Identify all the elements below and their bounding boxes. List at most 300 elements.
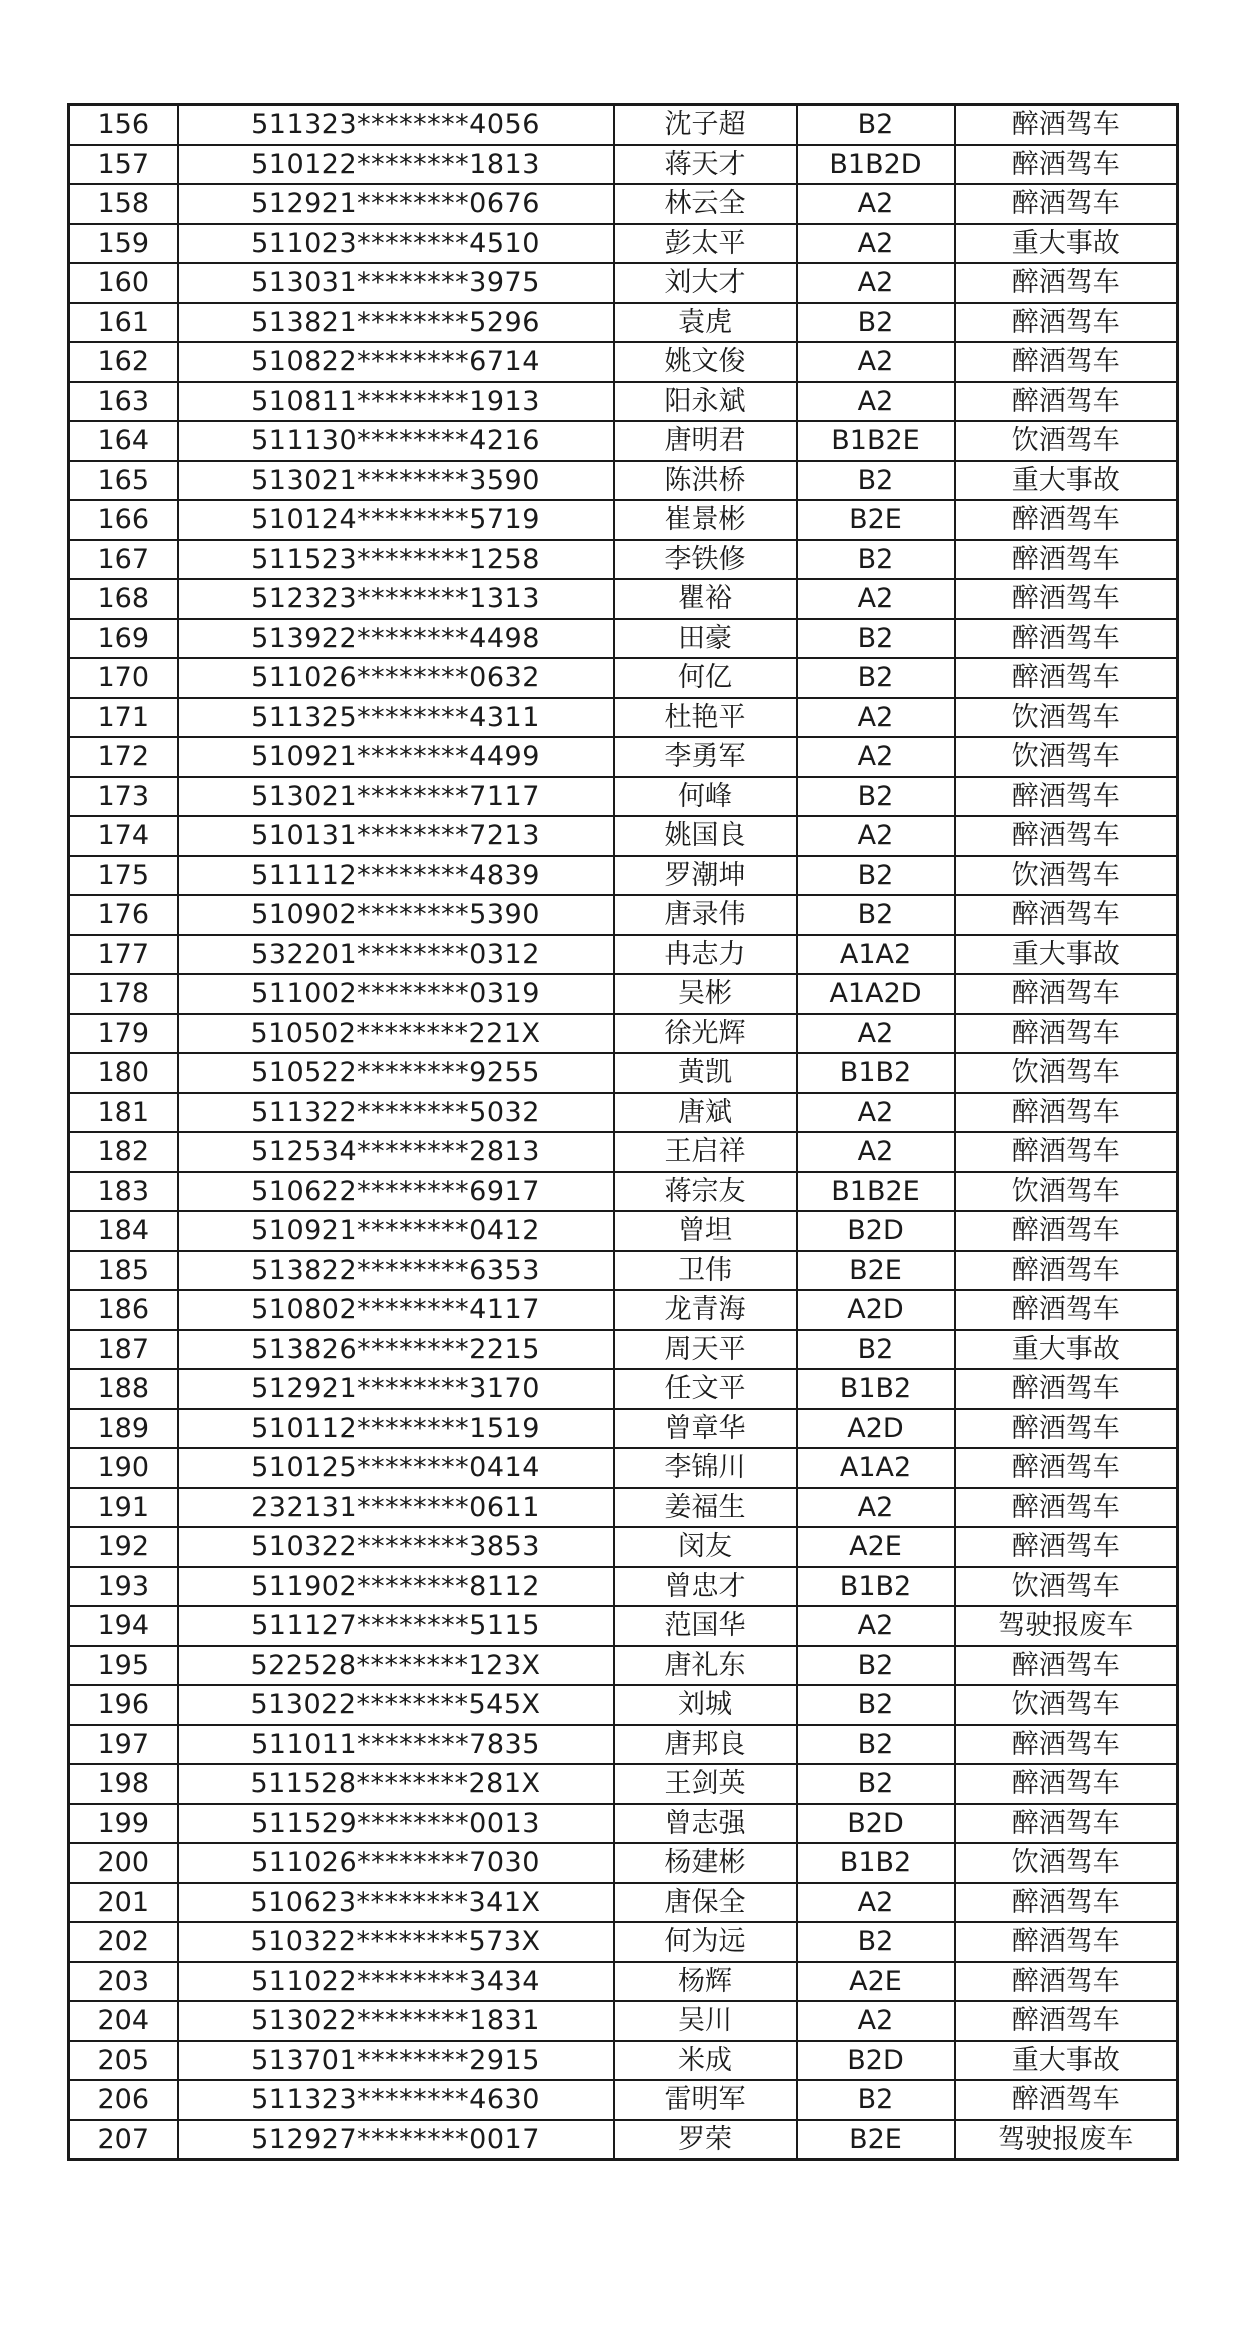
license-class-cell: A2D	[797, 1290, 955, 1330]
license-class-cell: A1A2	[797, 935, 955, 975]
violation-reason-cell: 醉酒驾车	[955, 1883, 1178, 1923]
person-name-cell: 沈子超	[614, 105, 797, 145]
id-number-cell: 512927********0017	[178, 2120, 614, 2160]
id-number-cell: 513031********3975	[178, 263, 614, 303]
violation-reason-cell: 醉酒驾车	[955, 2001, 1178, 2041]
row-number-cell: 202	[69, 1922, 178, 1962]
person-name-cell: 王剑英	[614, 1764, 797, 1804]
id-number-cell: 522528********123X	[178, 1646, 614, 1686]
id-number-cell: 510802********4117	[178, 1290, 614, 1330]
license-class-cell: A2	[797, 737, 955, 777]
license-class-cell: A2	[797, 342, 955, 382]
row-number-cell: 181	[69, 1093, 178, 1133]
row-number-cell: 190	[69, 1448, 178, 1488]
violation-reason-cell: 醉酒驾车	[955, 1725, 1178, 1765]
license-class-cell: B2	[797, 1725, 955, 1765]
license-class-cell: A2E	[797, 1527, 955, 1567]
id-number-cell: 510902********5390	[178, 895, 614, 935]
license-class-cell: B1B2E	[797, 1172, 955, 1212]
license-class-cell: B2E	[797, 1251, 955, 1291]
id-number-cell: 511902********8112	[178, 1567, 614, 1607]
license-class-cell: B2	[797, 856, 955, 896]
id-number-cell: 510921********4499	[178, 737, 614, 777]
license-class-cell: B2	[797, 895, 955, 935]
table-row	[69, 1843, 1178, 1883]
license-class-cell: B2	[797, 1685, 955, 1725]
license-class-cell: A2	[797, 1014, 955, 1054]
table-row	[69, 2080, 1178, 2120]
person-name-cell: 黄凯	[614, 1053, 797, 1093]
table-row	[69, 1685, 1178, 1725]
license-class-cell: B2	[797, 658, 955, 698]
table-row	[69, 698, 1178, 738]
row-number-cell: 176	[69, 895, 178, 935]
license-class-cell: B2D	[797, 2041, 955, 2081]
id-number-cell: 510921********0412	[178, 1211, 614, 1251]
row-number-cell: 171	[69, 698, 178, 738]
person-name-cell: 李铁修	[614, 540, 797, 580]
id-number-cell: 511529********0013	[178, 1804, 614, 1844]
row-number-cell: 180	[69, 1053, 178, 1093]
person-name-cell: 李锦川	[614, 1448, 797, 1488]
violation-reason-cell: 醉酒驾车	[955, 816, 1178, 856]
id-number-cell: 510122********1813	[178, 145, 614, 185]
id-number-cell: 511023********4510	[178, 224, 614, 264]
revocation-records-table	[67, 103, 1179, 2161]
license-class-cell: A2	[797, 579, 955, 619]
id-number-cell: 510322********3853	[178, 1527, 614, 1567]
table-row	[69, 105, 1178, 145]
row-number-cell: 177	[69, 935, 178, 975]
violation-reason-cell: 醉酒驾车	[955, 303, 1178, 343]
violation-reason-cell: 醉酒驾车	[955, 145, 1178, 185]
violation-reason-cell: 重大事故	[955, 2041, 1178, 2081]
license-class-cell: B2E	[797, 2120, 955, 2160]
person-name-cell: 刘城	[614, 1685, 797, 1725]
person-name-cell: 王启祥	[614, 1132, 797, 1172]
row-number-cell: 174	[69, 816, 178, 856]
table-row	[69, 224, 1178, 264]
row-number-cell: 166	[69, 500, 178, 540]
id-number-cell: 511323********4056	[178, 105, 614, 145]
violation-reason-cell: 饮酒驾车	[955, 1685, 1178, 1725]
row-number-cell: 159	[69, 224, 178, 264]
person-name-cell: 杜艳平	[614, 698, 797, 738]
id-number-cell: 511528********281X	[178, 1764, 614, 1804]
row-number-cell: 179	[69, 1014, 178, 1054]
table-row	[69, 895, 1178, 935]
violation-reason-cell: 醉酒驾车	[955, 342, 1178, 382]
person-name-cell: 杨辉	[614, 1962, 797, 2002]
table-row	[69, 1962, 1178, 2002]
violation-reason-cell: 饮酒驾车	[955, 1053, 1178, 1093]
violation-reason-cell: 醉酒驾车	[955, 1132, 1178, 1172]
id-number-cell: 513022********1831	[178, 2001, 614, 2041]
id-number-cell: 511026********7030	[178, 1843, 614, 1883]
license-class-cell: A2	[797, 1132, 955, 1172]
person-name-cell: 刘大才	[614, 263, 797, 303]
id-number-cell: 510622********6917	[178, 1172, 614, 1212]
person-name-cell: 姜福生	[614, 1488, 797, 1528]
violation-reason-cell: 重大事故	[955, 1330, 1178, 1370]
row-number-cell: 188	[69, 1369, 178, 1409]
row-number-cell: 201	[69, 1883, 178, 1923]
license-class-cell: A2	[797, 1488, 955, 1528]
license-class-cell: B2	[797, 461, 955, 501]
row-number-cell: 183	[69, 1172, 178, 1212]
person-name-cell: 米成	[614, 2041, 797, 2081]
id-number-cell: 513021********3590	[178, 461, 614, 501]
table-row	[69, 1211, 1178, 1251]
row-number-cell: 182	[69, 1132, 178, 1172]
person-name-cell: 曾志强	[614, 1804, 797, 1844]
row-number-cell: 172	[69, 737, 178, 777]
person-name-cell: 周天平	[614, 1330, 797, 1370]
violation-reason-cell: 饮酒驾车	[955, 737, 1178, 777]
license-class-cell: B2	[797, 619, 955, 659]
id-number-cell: 511112********4839	[178, 856, 614, 896]
person-name-cell: 唐保全	[614, 1883, 797, 1923]
license-class-cell: B1B2D	[797, 145, 955, 185]
person-name-cell: 姚国良	[614, 816, 797, 856]
license-class-cell: A1A2D	[797, 974, 955, 1014]
person-name-cell: 曾忠才	[614, 1567, 797, 1607]
violation-reason-cell: 醉酒驾车	[955, 1962, 1178, 2002]
violation-reason-cell: 醉酒驾车	[955, 1211, 1178, 1251]
id-number-cell: 510322********573X	[178, 1922, 614, 1962]
row-number-cell: 206	[69, 2080, 178, 2120]
id-number-cell: 511325********4311	[178, 698, 614, 738]
row-number-cell: 161	[69, 303, 178, 343]
row-number-cell: 169	[69, 619, 178, 659]
violation-reason-cell: 饮酒驾车	[955, 698, 1178, 738]
person-name-cell: 彭太平	[614, 224, 797, 264]
license-class-cell: A2	[797, 224, 955, 264]
id-number-cell: 513701********2915	[178, 2041, 614, 2081]
id-number-cell: 511130********4216	[178, 421, 614, 461]
table-row	[69, 1132, 1178, 1172]
row-number-cell: 173	[69, 777, 178, 817]
row-number-cell: 187	[69, 1330, 178, 1370]
violation-reason-cell: 醉酒驾车	[955, 658, 1178, 698]
id-number-cell: 511026********0632	[178, 658, 614, 698]
license-class-cell: B1B2	[797, 1369, 955, 1409]
person-name-cell: 曾坦	[614, 1211, 797, 1251]
row-number-cell: 163	[69, 382, 178, 422]
table-row	[69, 2041, 1178, 2081]
table-row	[69, 1725, 1178, 1765]
license-class-cell: B1B2	[797, 1567, 955, 1607]
row-number-cell: 162	[69, 342, 178, 382]
row-number-cell: 160	[69, 263, 178, 303]
id-number-cell: 512921********0676	[178, 184, 614, 224]
id-number-cell: 512921********3170	[178, 1369, 614, 1409]
person-name-cell: 田豪	[614, 619, 797, 659]
table-row	[69, 1290, 1178, 1330]
violation-reason-cell: 醉酒驾车	[955, 263, 1178, 303]
id-number-cell: 511127********5115	[178, 1606, 614, 1646]
table-row	[69, 500, 1178, 540]
license-class-cell: B2	[797, 1646, 955, 1686]
violation-reason-cell: 饮酒驾车	[955, 1843, 1178, 1883]
person-name-cell: 罗潮坤	[614, 856, 797, 896]
violation-reason-cell: 饮酒驾车	[955, 856, 1178, 896]
table-row	[69, 1646, 1178, 1686]
row-number-cell: 194	[69, 1606, 178, 1646]
license-class-cell: A2	[797, 382, 955, 422]
table-row	[69, 1172, 1178, 1212]
table-row	[69, 658, 1178, 698]
license-class-cell: A2	[797, 184, 955, 224]
table-row	[69, 1764, 1178, 1804]
row-number-cell: 186	[69, 1290, 178, 1330]
violation-reason-cell: 醉酒驾车	[955, 1251, 1178, 1291]
id-number-cell: 510811********1913	[178, 382, 614, 422]
person-name-cell: 瞿裕	[614, 579, 797, 619]
violation-reason-cell: 醉酒驾车	[955, 2080, 1178, 2120]
row-number-cell: 199	[69, 1804, 178, 1844]
table-row	[69, 145, 1178, 185]
table-row	[69, 540, 1178, 580]
table-row	[69, 1804, 1178, 1844]
id-number-cell: 510124********5719	[178, 500, 614, 540]
table-row	[69, 2120, 1178, 2160]
person-name-cell: 闵友	[614, 1527, 797, 1567]
violation-reason-cell: 醉酒驾车	[955, 1290, 1178, 1330]
row-number-cell: 168	[69, 579, 178, 619]
person-name-cell: 杨建彬	[614, 1843, 797, 1883]
person-name-cell: 唐礼东	[614, 1646, 797, 1686]
row-number-cell: 198	[69, 1764, 178, 1804]
table-row	[69, 1014, 1178, 1054]
person-name-cell: 唐斌	[614, 1093, 797, 1133]
table-row	[69, 1093, 1178, 1133]
table-row	[69, 579, 1178, 619]
person-name-cell: 雷明军	[614, 2080, 797, 2120]
license-class-cell: B2	[797, 303, 955, 343]
violation-reason-cell: 醉酒驾车	[955, 777, 1178, 817]
row-number-cell: 185	[69, 1251, 178, 1291]
violation-reason-cell: 醉酒驾车	[955, 619, 1178, 659]
violation-reason-cell: 醉酒驾车	[955, 184, 1178, 224]
violation-reason-cell: 醉酒驾车	[955, 1646, 1178, 1686]
violation-reason-cell: 重大事故	[955, 224, 1178, 264]
violation-reason-cell: 驾驶报废车	[955, 2120, 1178, 2160]
table-row	[69, 1488, 1178, 1528]
row-number-cell: 195	[69, 1646, 178, 1686]
violation-reason-cell: 重大事故	[955, 461, 1178, 501]
license-class-cell: B2D	[797, 1211, 955, 1251]
license-class-cell: B1B2E	[797, 421, 955, 461]
table-row	[69, 737, 1178, 777]
table-row	[69, 816, 1178, 856]
row-number-cell: 184	[69, 1211, 178, 1251]
person-name-cell: 冉志力	[614, 935, 797, 975]
person-name-cell: 吴川	[614, 2001, 797, 2041]
person-name-cell: 何为远	[614, 1922, 797, 1962]
row-number-cell: 164	[69, 421, 178, 461]
table-row	[69, 974, 1178, 1014]
violation-reason-cell: 醉酒驾车	[955, 895, 1178, 935]
license-class-cell: B1B2	[797, 1843, 955, 1883]
violation-reason-cell: 驾驶报废车	[955, 1606, 1178, 1646]
id-number-cell: 510623********341X	[178, 1883, 614, 1923]
table-row	[69, 1567, 1178, 1607]
violation-reason-cell: 醉酒驾车	[955, 579, 1178, 619]
id-number-cell: 510522********9255	[178, 1053, 614, 1093]
id-number-cell: 512323********1313	[178, 579, 614, 619]
person-name-cell: 曾章华	[614, 1409, 797, 1449]
id-number-cell: 513821********5296	[178, 303, 614, 343]
person-name-cell: 陈洪桥	[614, 461, 797, 501]
person-name-cell: 罗荣	[614, 2120, 797, 2160]
person-name-cell: 唐明君	[614, 421, 797, 461]
person-name-cell: 吴彬	[614, 974, 797, 1014]
person-name-cell: 袁虎	[614, 303, 797, 343]
row-number-cell: 175	[69, 856, 178, 896]
id-number-cell: 512534********2813	[178, 1132, 614, 1172]
person-name-cell: 范国华	[614, 1606, 797, 1646]
person-name-cell: 唐录伟	[614, 895, 797, 935]
row-number-cell: 158	[69, 184, 178, 224]
license-class-cell: A2E	[797, 1962, 955, 2002]
table-row	[69, 1922, 1178, 1962]
id-number-cell: 513822********6353	[178, 1251, 614, 1291]
person-name-cell: 阳永斌	[614, 382, 797, 422]
violation-reason-cell: 醉酒驾车	[955, 1369, 1178, 1409]
violation-reason-cell: 醉酒驾车	[955, 1527, 1178, 1567]
license-class-cell: A2	[797, 263, 955, 303]
row-number-cell: 205	[69, 2041, 178, 2081]
row-number-cell: 191	[69, 1488, 178, 1528]
person-name-cell: 何亿	[614, 658, 797, 698]
license-class-cell: B2	[797, 1764, 955, 1804]
violation-reason-cell: 醉酒驾车	[955, 1409, 1178, 1449]
table-row	[69, 1409, 1178, 1449]
id-number-cell: 232131********0611	[178, 1488, 614, 1528]
license-class-cell: B1B2	[797, 1053, 955, 1093]
violation-reason-cell: 饮酒驾车	[955, 421, 1178, 461]
id-number-cell: 511323********4630	[178, 2080, 614, 2120]
violation-reason-cell: 饮酒驾车	[955, 1172, 1178, 1212]
id-number-cell: 511011********7835	[178, 1725, 614, 1765]
table-row	[69, 1883, 1178, 1923]
person-name-cell: 龙青海	[614, 1290, 797, 1330]
table-row	[69, 184, 1178, 224]
violation-reason-cell: 醉酒驾车	[955, 540, 1178, 580]
table-row	[69, 382, 1178, 422]
license-class-cell: A2	[797, 1606, 955, 1646]
violation-reason-cell: 醉酒驾车	[955, 382, 1178, 422]
person-name-cell: 任文平	[614, 1369, 797, 1409]
table-row	[69, 1448, 1178, 1488]
violation-reason-cell: 醉酒驾车	[955, 1804, 1178, 1844]
person-name-cell: 林云全	[614, 184, 797, 224]
license-class-cell: B2	[797, 2080, 955, 2120]
table-row	[69, 2001, 1178, 2041]
license-class-cell: A1A2	[797, 1448, 955, 1488]
person-name-cell: 徐光辉	[614, 1014, 797, 1054]
license-class-cell: A2	[797, 1093, 955, 1133]
violation-reason-cell: 重大事故	[955, 935, 1178, 975]
row-number-cell: 192	[69, 1527, 178, 1567]
id-number-cell: 511022********3434	[178, 1962, 614, 2002]
row-number-cell: 170	[69, 658, 178, 698]
table-row	[69, 1606, 1178, 1646]
row-number-cell: 157	[69, 145, 178, 185]
row-number-cell: 200	[69, 1843, 178, 1883]
license-class-cell: B2E	[797, 500, 955, 540]
id-number-cell: 511523********1258	[178, 540, 614, 580]
id-number-cell: 513826********2215	[178, 1330, 614, 1370]
table-row	[69, 856, 1178, 896]
license-class-cell: A2D	[797, 1409, 955, 1449]
table-row	[69, 303, 1178, 343]
table-row	[69, 619, 1178, 659]
row-number-cell: 207	[69, 2120, 178, 2160]
person-name-cell: 卫伟	[614, 1251, 797, 1291]
person-name-cell: 李勇军	[614, 737, 797, 777]
license-class-cell: B2	[797, 540, 955, 580]
table-row	[69, 1053, 1178, 1093]
person-name-cell: 姚文俊	[614, 342, 797, 382]
violation-reason-cell: 醉酒驾车	[955, 500, 1178, 540]
row-number-cell: 189	[69, 1409, 178, 1449]
id-number-cell: 511322********5032	[178, 1093, 614, 1133]
violation-reason-cell: 醉酒驾车	[955, 1488, 1178, 1528]
license-class-cell: B2D	[797, 1804, 955, 1844]
license-class-cell: B2	[797, 777, 955, 817]
id-number-cell: 513922********4498	[178, 619, 614, 659]
person-name-cell: 蒋天才	[614, 145, 797, 185]
license-class-cell: A2	[797, 2001, 955, 2041]
person-name-cell: 崔景彬	[614, 500, 797, 540]
table-row	[69, 1527, 1178, 1567]
table-row	[69, 342, 1178, 382]
row-number-cell: 204	[69, 2001, 178, 2041]
id-number-cell: 511002********0319	[178, 974, 614, 1014]
row-number-cell: 203	[69, 1962, 178, 2002]
violation-reason-cell: 醉酒驾车	[955, 1922, 1178, 1962]
violation-reason-cell: 醉酒驾车	[955, 1014, 1178, 1054]
id-number-cell: 510131********7213	[178, 816, 614, 856]
person-name-cell: 何峰	[614, 777, 797, 817]
row-number-cell: 178	[69, 974, 178, 1014]
license-class-cell: A2	[797, 1883, 955, 1923]
row-number-cell: 156	[69, 105, 178, 145]
records-table-body	[69, 105, 1178, 2160]
row-number-cell: 167	[69, 540, 178, 580]
license-class-cell: B2	[797, 105, 955, 145]
license-class-cell: B2	[797, 1922, 955, 1962]
license-class-cell: A2	[797, 698, 955, 738]
id-number-cell: 510502********221X	[178, 1014, 614, 1054]
table-row	[69, 1369, 1178, 1409]
row-number-cell: 193	[69, 1567, 178, 1607]
id-number-cell: 510822********6714	[178, 342, 614, 382]
id-number-cell: 510125********0414	[178, 1448, 614, 1488]
person-name-cell: 蒋宗友	[614, 1172, 797, 1212]
violation-reason-cell: 饮酒驾车	[955, 1567, 1178, 1607]
id-number-cell: 513021********7117	[178, 777, 614, 817]
violation-reason-cell: 醉酒驾车	[955, 1448, 1178, 1488]
table-row	[69, 263, 1178, 303]
violation-reason-cell: 醉酒驾车	[955, 105, 1178, 145]
row-number-cell: 196	[69, 1685, 178, 1725]
table-row	[69, 461, 1178, 501]
violation-reason-cell: 醉酒驾车	[955, 974, 1178, 1014]
violation-reason-cell: 醉酒驾车	[955, 1764, 1178, 1804]
